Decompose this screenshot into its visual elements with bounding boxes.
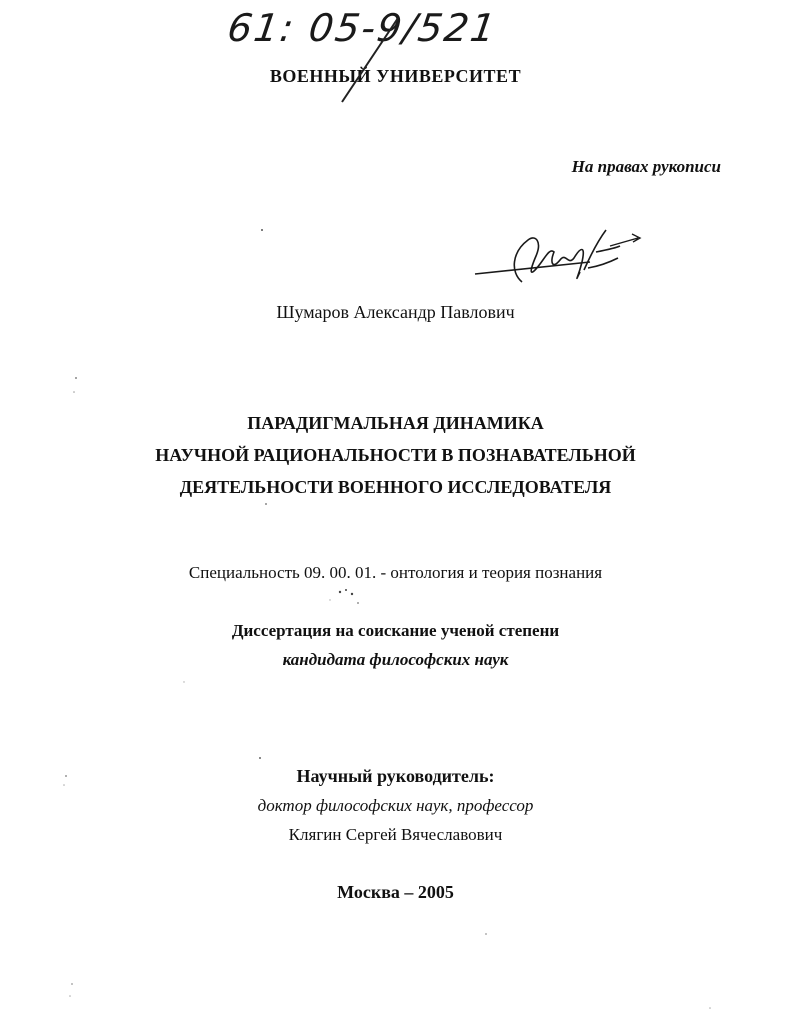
university-name: ВОЕННЫЙ УНИВЕРСИТЕТ: [269, 66, 522, 86]
supervisor-title: доктор философских наук, профессор: [257, 796, 534, 815]
specialty-line: Специальность 09. 00. 01. - онтология и теория познания: [188, 563, 603, 582]
dissertation-title-line-2: НАУЧНОЙ РАЦИОНАЛЬНОСТИ В ПОЗНАВАТЕЛЬНОЙ: [155, 445, 636, 465]
author-name: Шумаров Александр Павлович: [276, 302, 515, 322]
dissertation-title-line-3: ДЕЯТЕЛЬНОСТИ ВОЕННОГО ИССЛЕДОВАТЕЛЯ: [179, 477, 612, 497]
dissertation-title-line-1: ПАРАДИГМАЛЬНАЯ ДИНАМИКА: [247, 413, 544, 433]
manuscript-rights-note: На правах рукописи: [571, 157, 721, 176]
handwritten-archive-code: 61: 05-9/521: [224, 6, 500, 50]
degree-name: кандидата философских наук: [282, 650, 509, 669]
city-and-year: Москва – 2005: [337, 882, 454, 902]
supervisor-name: Клягин Сергей Вячеславович: [288, 825, 503, 844]
dissertation-degree-label: Диссертация на соискание ученой степени: [231, 621, 560, 640]
supervisor-label: Научный руководитель:: [296, 766, 495, 786]
